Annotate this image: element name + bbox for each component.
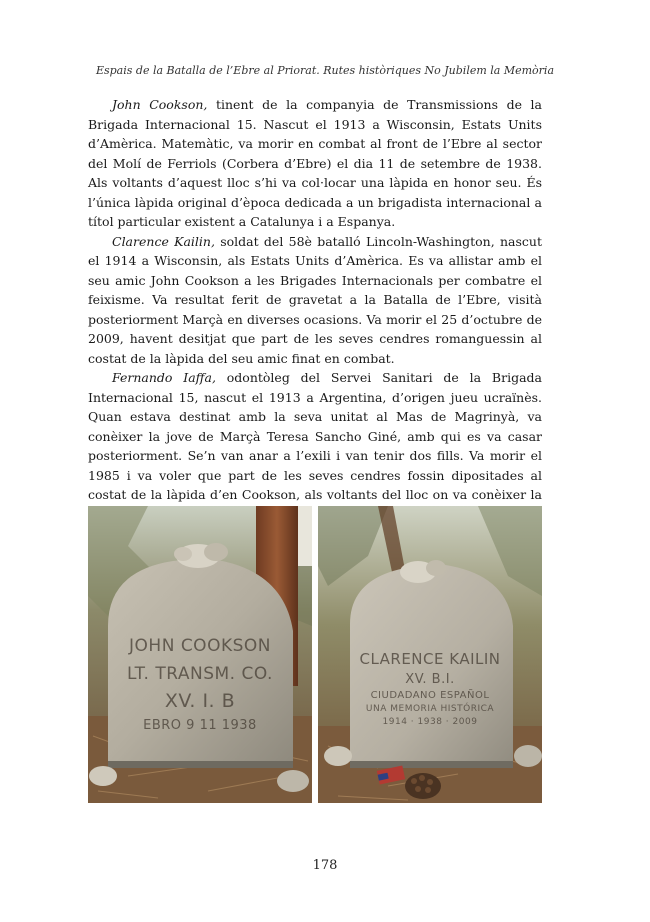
inscription-line: CLARENCE KAILIN [359, 650, 501, 668]
inscription-line: CIUDADANO ESPAÑOL [370, 690, 490, 701]
photo-pair [88, 506, 542, 803]
inscription-line: EBRO 9 11 1938 [143, 718, 257, 733]
inscription-line: 1914 · 1938 · 2009 [382, 717, 478, 727]
inscription-line: JOHN COOKSON [129, 636, 271, 656]
inscription-line: XV. B.I. [405, 672, 455, 687]
person-name: John Cookson, [112, 97, 208, 112]
photo-cookson-tombstone [88, 506, 312, 803]
photo-kailin-tombstone [318, 506, 542, 803]
body-text [88, 95, 542, 524]
inscription-line: LT. TRANSM. CO. [127, 664, 273, 684]
paragraph-john-cookson [88, 95, 542, 232]
person-name: Clarence Kailin, [112, 233, 215, 249]
page-number: 178 [312, 858, 338, 873]
paragraph-fernando-iaffa [88, 368, 542, 524]
paragraph-text: soldat del 58è batalló Lincoln-Washington, nascut el 1914 a Wisconsin, als Estats Units d’Amèrica. Es va allistar amb el seu amic John Cookson a les Brigades Internacionals per combatre el feixisme. Va resultat ferit de gravetat a la Batalla de l’Ebre, visità posteriorment Marçà en diverses ocasions. Va morir el 25 d’octubre de 2009, havent desitjat que part de les seves cendres romanguessin al costat de la làpida del seu amic finat en combat. [88, 233, 542, 366]
person-name: Fernando Iaffa, [112, 370, 216, 385]
inscription-line: UNA MEMORIA HISTÓRICA [365, 704, 495, 714]
paragraph-text: odontòleg del Servei Sanitari de la Brigada Internacional 15, nascut el 1913 a Argentina, d’origen jueu ucraïnès. Quan estava destinat amb la seva unitat al Mas de Magrinyà, va conèixer la jove de Marçà Teresa Sancho Giné, amb qui es va casar posteriorment. Se’n van anar a l’exili i van tenir dos fills. Va morir el 1985 i va voler que part de les seves cendres fossin dipositades al costat de la làpida d’en Cookson, als voltants del lloc on va conèixer la [88, 370, 542, 502]
paragraph-clarence-kailin [88, 232, 542, 369]
inscription-line: XV. I. B [164, 690, 236, 712]
paragraph-text: tinent de la companyia de Transmissions de la Brigada Internacional 15. Nascut el 1913 a Wisconsin, Estats Units d’Amèrica. Matemàtic, va morir en combat al front de l’Ebre al sector del Molí de Ferriols (Corbera d’Ebre) el dia 11 de setembre de 1938. Als voltants d’aquest lloc s’hi va col·locar una làpida en honor seu. És l’única làpida original d’època dedicada a un brigadista internacional a títol particular existent a Catalunya i a Espanya. [88, 97, 543, 229]
running-header: Espais de la Batalla de l’Ebre al Priorat. Rutes històriques No Jubilem la Memòria [95, 64, 555, 77]
